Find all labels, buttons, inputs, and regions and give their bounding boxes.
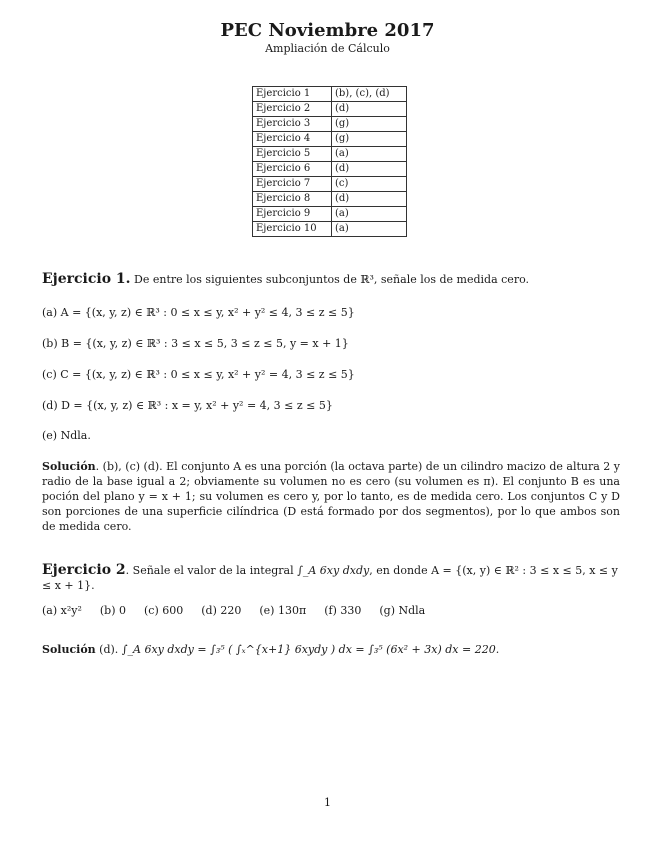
exercise-2-options bbox=[42, 603, 620, 618]
page-title: PEC Noviembre 2017 bbox=[220, 20, 435, 41]
answers-exercise-cell: Ejercicio 2 bbox=[253, 102, 332, 117]
exercise-2-prompt-b: , en donde A = {(x, y) ∈ ℝ² : 3 ≤ x ≤ 5, x ≤ y ≤ x + 1}. bbox=[42, 564, 618, 592]
exercise-1-solution bbox=[42, 459, 620, 534]
solution-label: Solución bbox=[42, 643, 96, 656]
exercise-2-option: (c) 600 bbox=[144, 604, 184, 617]
answers-row bbox=[253, 132, 407, 147]
exercise-2-option: (d) 220 bbox=[201, 604, 242, 617]
exercise-2-option: (e) 130π bbox=[259, 604, 307, 617]
answers-exercise-cell: Ejercicio 7 bbox=[253, 177, 332, 192]
exercise-2-option: (a) x²y² bbox=[42, 604, 82, 617]
answers-answer-cell: (d) bbox=[332, 192, 407, 207]
answers-answer-cell: (a) bbox=[332, 207, 407, 222]
answers-answer-cell: (d) bbox=[332, 162, 407, 177]
answers-row bbox=[253, 147, 407, 162]
answers-exercise-cell: Ejercicio 5 bbox=[253, 147, 332, 162]
answers-row bbox=[253, 222, 407, 237]
answers-row bbox=[253, 177, 407, 192]
answers-answer-cell: (c) bbox=[332, 177, 407, 192]
exercise-1-option-a: (a) A = {(x, y, z) ∈ ℝ³ : 0 ≤ x ≤ y, x² + y² ≤ 4, 3 ≤ z ≤ 5} bbox=[42, 306, 355, 319]
solution-label: Solución bbox=[42, 460, 96, 473]
exercise-2-option: (b) 0 bbox=[99, 604, 126, 617]
solution-choice: (d). bbox=[99, 643, 119, 656]
answers-answer-cell: (g) bbox=[332, 117, 407, 132]
exercise-1-option-c: (c) C = {(x, y, z) ∈ ℝ³ : 0 ≤ x ≤ y, x² + y² = 4, 3 ≤ z ≤ 5} bbox=[42, 368, 355, 381]
exercise-1-heading: Ejercicio 1. bbox=[42, 271, 131, 287]
answers-exercise-cell: Ejercicio 8 bbox=[253, 192, 332, 207]
answers-exercise-cell: Ejercicio 4 bbox=[253, 132, 332, 147]
exercise-1-option-d: (d) D = {(x, y, z) ∈ ℝ³ : x = y, x² + y² = 4, 3 ≤ z ≤ 5} bbox=[42, 399, 333, 412]
exercise-1-option-b: (b) B = {(x, y, z) ∈ ℝ³ : 3 ≤ x ≤ 5, 3 ≤ z ≤ 5, y = x + 1} bbox=[42, 337, 349, 350]
answers-answer-cell: (a) bbox=[332, 222, 407, 237]
answers-table bbox=[252, 86, 407, 237]
exercise-2-statement bbox=[42, 563, 622, 593]
exercise-2-option: (f) 330 bbox=[324, 604, 362, 617]
answers-row bbox=[253, 117, 407, 132]
exercise-2-option: (g) Ndla bbox=[379, 604, 426, 617]
answers-answer-cell: (g) bbox=[332, 132, 407, 147]
answers-exercise-cell: Ejercicio 9 bbox=[253, 207, 332, 222]
answers-exercise-cell: Ejercicio 6 bbox=[253, 162, 332, 177]
exercise-2-solution bbox=[42, 642, 620, 657]
solution-text: . (b), (c) (d). El conjunto A es una porción (la octava parte) de un cilindro macizo de altura 2 y radio de la base igual a 2; obviamente su volumen no es cero (su volumen es π). El conjunto B es una poción del plano y = x + 1; su volumen es cero y, por lo tanto, es de medida cero. Los conjuntos C y D son porciones de una superficie cilíndrica (D está formado por dos segmentos), por lo que ambos son de medida cero. bbox=[42, 460, 620, 533]
exercise-2-integral: ∫_A 6xy dxdy bbox=[297, 564, 370, 577]
solution-math: ∫_A 6xy dxdy = ∫₃⁵ ( ∫ₓ^{x+1} 6xydy ) dx = ∫₃⁵ (6x² + 3x) dx = 220. bbox=[121, 643, 500, 656]
answers-answer-cell: (a) bbox=[332, 147, 407, 162]
exercise-2-heading: Ejercicio 2 bbox=[42, 562, 126, 578]
answers-row bbox=[253, 207, 407, 222]
answers-row bbox=[253, 102, 407, 117]
answers-exercise-cell: Ejercicio 10 bbox=[253, 222, 332, 237]
exercise-1-prompt: De entre los siguientes subconjuntos de ℝ³, señale los de medida cero. bbox=[134, 273, 530, 286]
answers-exercise-cell: Ejercicio 1 bbox=[253, 87, 332, 102]
answers-row bbox=[253, 162, 407, 177]
answers-answer-cell: (b), (c), (d) bbox=[332, 87, 407, 102]
answers-row bbox=[253, 192, 407, 207]
page-number: 1 bbox=[324, 796, 331, 809]
answers-exercise-cell: Ejercicio 3 bbox=[253, 117, 332, 132]
exercise-2-prompt-a: . Señale el valor de la integral bbox=[125, 564, 294, 577]
answers-answer-cell: (d) bbox=[332, 102, 407, 117]
answers-row bbox=[253, 87, 407, 102]
page-subtitle: Ampliación de Cálculo bbox=[265, 42, 390, 55]
exercise-1-option-e: (e) Ndla. bbox=[42, 429, 91, 442]
exercise-1-statement bbox=[42, 272, 620, 287]
